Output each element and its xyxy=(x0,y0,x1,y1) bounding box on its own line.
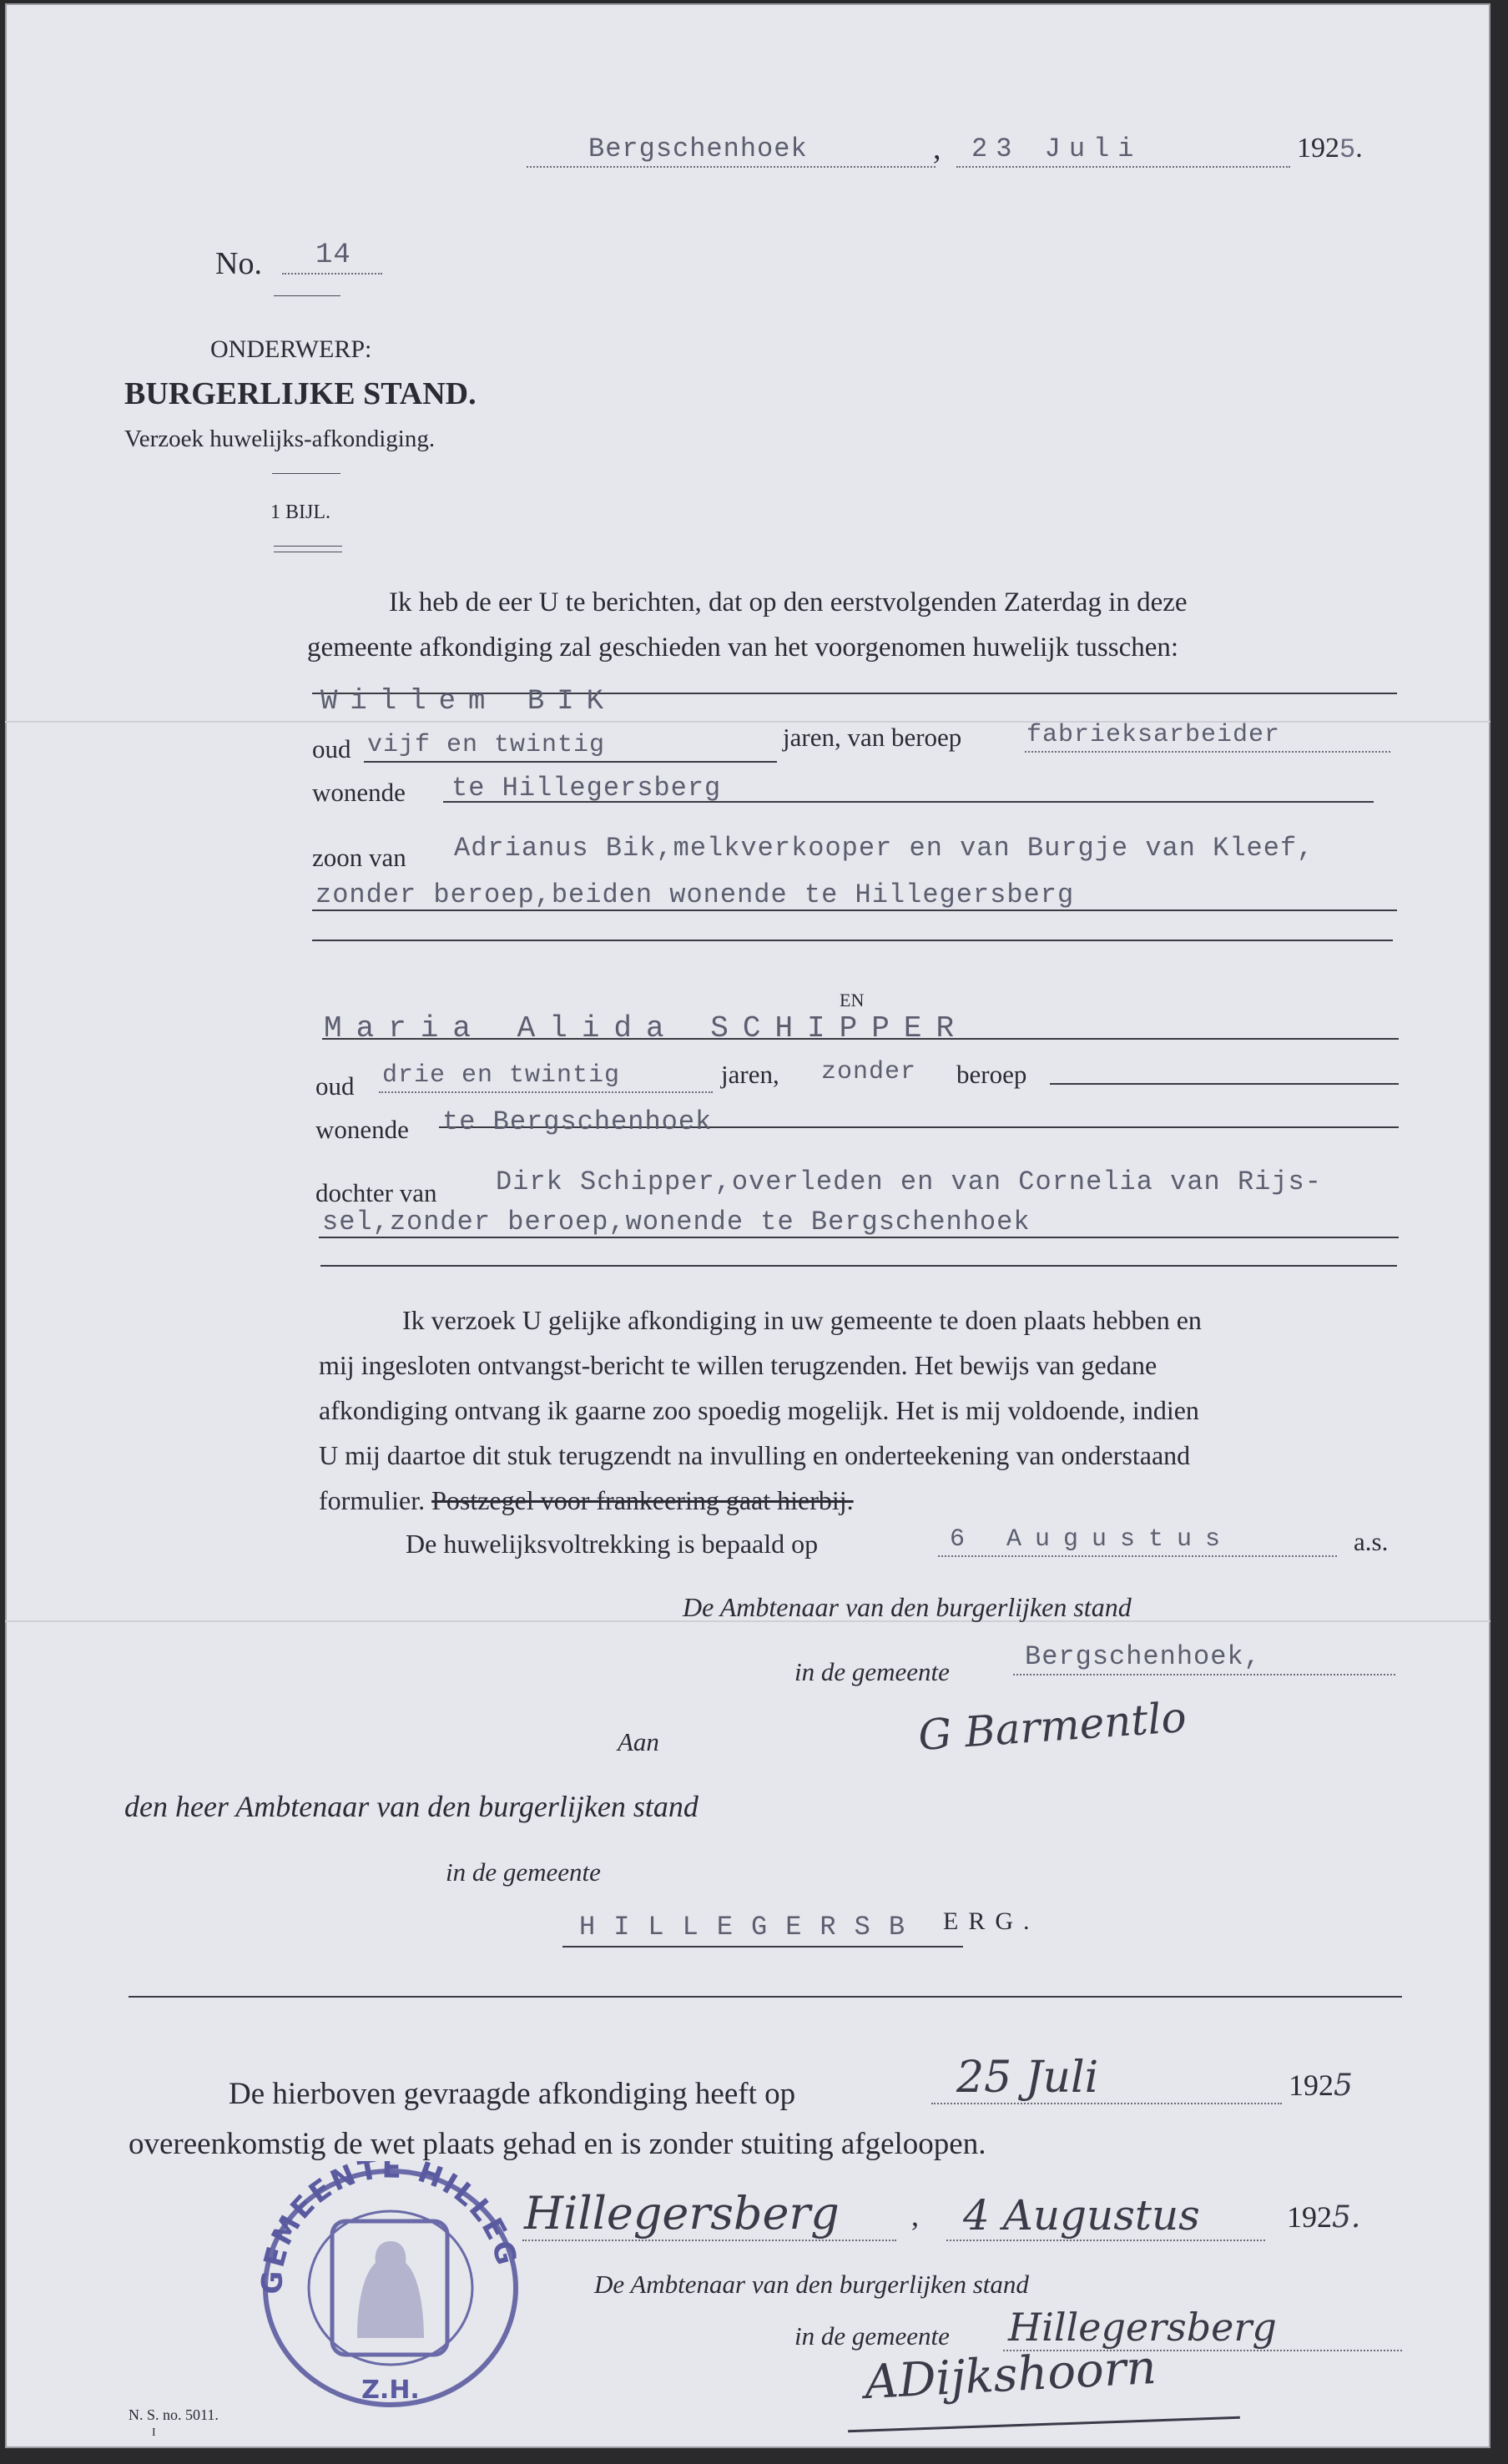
addressee-in-label: in de gemeente xyxy=(446,1857,601,1887)
groom-years-label: jaren, van beroep xyxy=(783,723,962,752)
year-printed: 1925. xyxy=(1297,133,1363,165)
official-signature: G Barmentlo xyxy=(916,1692,1188,1761)
official-municipality-field xyxy=(1013,1640,1395,1675)
enclosure: 1 BIJL. xyxy=(270,501,330,523)
bride-age: drie en twintig xyxy=(382,1061,621,1090)
confirmation-year: 1925 xyxy=(1289,2068,1353,2103)
bride-parents-label: dochter van xyxy=(315,1178,437,1207)
groom-residence: te Hillegersberg xyxy=(451,773,722,804)
number-label: No. xyxy=(215,246,262,281)
wedding-date: 6 Augustus xyxy=(950,1525,1234,1554)
divider xyxy=(274,546,342,547)
official-title: De Ambtenaar van den burgerlijken stand xyxy=(683,1592,1132,1622)
bride-parents-line-1: Dirk Schipper,overleden en van Cornelia van Rijs- xyxy=(496,1166,1322,1197)
intro-line-1: Ik heb de eer U te berichten, dat op den eerstvolgenden Zaterdag in deze xyxy=(389,587,1188,617)
bride-profession: zonder xyxy=(821,1058,917,1086)
groom-profession: fabrieksarbeider xyxy=(1026,721,1281,749)
sign-date: 4 Augustus xyxy=(963,2191,1200,2240)
svg-text:GEMEENTE HILLEGERSBERG: GEMEENTE HILLEG xyxy=(255,2161,524,2295)
form-number: N. S. no. 5011. xyxy=(129,2406,219,2423)
confirmation-official-title: De Ambtenaar van den burgerlijken stand xyxy=(594,2270,1029,2299)
official-in-label: in de gemeente xyxy=(794,1657,950,1686)
intro-line-2: gemeente afkondiging zal geschieden van het voorgenomen huwelijk tusschen: xyxy=(307,632,1179,663)
and-label: EN xyxy=(840,990,865,1010)
number-field xyxy=(282,239,382,275)
groom-name: Willem BIK xyxy=(320,686,617,718)
bride-age-field xyxy=(379,1061,713,1093)
groom-age: vijf en twintig xyxy=(367,731,606,759)
groom-age-label: oud xyxy=(312,734,351,763)
groom-age-field xyxy=(364,731,777,763)
date-field xyxy=(956,133,1290,168)
confirmation-signature: ADijkshoorn xyxy=(863,2340,1158,2411)
comma: , xyxy=(911,2199,919,2232)
groom-parents-line-2: zonder beroep,beiden wonende te Hillegersberg xyxy=(315,879,1075,910)
addressee-municipality-typed: HILLEGERSB xyxy=(579,1912,924,1942)
groom-parents-label: zoon van xyxy=(312,843,406,872)
subject-label: ONDERWERP: xyxy=(210,335,372,363)
addressee-municipality-field xyxy=(562,1909,963,1948)
stamp-seal-icon xyxy=(249,2161,532,2411)
groom-parents-line-1: Adrianus Bik,melkverkooper en van Burgje van Kleef, xyxy=(454,833,1314,864)
section-divider xyxy=(129,1996,1402,1998)
divider xyxy=(274,295,340,296)
confirmation-line-2: overeenkomstig de wet plaats gehad en is zonder stuiting afgeloopen. xyxy=(129,2127,986,2161)
bride-name: Maria Alida SCHIPPER xyxy=(324,1011,969,1046)
bride-blank-line xyxy=(320,1265,1397,1267)
place-value: Bergschenhoek xyxy=(588,134,808,164)
confirmation-in-label: in de gemeente xyxy=(794,2321,950,2351)
groom-blank-line xyxy=(312,940,1393,941)
bride-profession-suffix: beroep xyxy=(956,1060,1027,1089)
number-value: 14 xyxy=(315,239,351,271)
signature-underline xyxy=(848,2416,1240,2432)
bride-years-label: jaren, xyxy=(721,1060,779,1089)
sign-place-field xyxy=(522,2187,896,2241)
municipal-stamp xyxy=(249,2161,532,2411)
addressee-to: Aan xyxy=(618,1727,659,1756)
official-municipality: Bergschenhoek, xyxy=(1025,1641,1261,1672)
form-number-sub: I xyxy=(152,2426,156,2439)
addressee-recipient: den heer Ambtenaar van den burgerlijken stand xyxy=(124,1790,699,1823)
sign-year: 1925. xyxy=(1287,2200,1361,2235)
sign-place: Hillegersberg xyxy=(524,2187,840,2240)
request-line-5-prefix: formulier. xyxy=(319,1485,426,1515)
request-line-4: U mij daartoe dit stuk terugzendt na invulling en onderteekening van onderstaand xyxy=(319,1440,1191,1470)
request-line-3: afkondiging ontvang ik gaarne zoo spoedig mogelijk. Het is mij voldoende, indien xyxy=(319,1395,1199,1425)
confirmation-date-field xyxy=(931,2053,1282,2104)
request-line-1: Ik verzoek U gelijke afkondiging in uw gemeente te doen plaats hebben en xyxy=(402,1305,1202,1335)
comma: , xyxy=(933,131,941,166)
subject-title: BURGERLIJKE STAND. xyxy=(124,376,477,411)
groom-profession-field xyxy=(1025,719,1390,753)
svg-text:Z.H.: Z.H. xyxy=(361,2376,420,2405)
bride-profession-line xyxy=(1050,1083,1399,1085)
bride-parents-line-2: sel,zonder beroep,wonende te Bergschenhoek xyxy=(322,1207,1031,1237)
request-line-2: mij ingesloten ontvangst-bericht te willen terugzenden. Het bewijs van gedane xyxy=(319,1350,1157,1380)
confirmation-line-1: De hierboven gevraagde afkondiging heeft op xyxy=(229,2077,796,2111)
sign-date-field xyxy=(946,2193,1265,2241)
wedding-date-field xyxy=(938,1524,1337,1557)
wedding-suffix: a.s. xyxy=(1354,1527,1389,1556)
place-field xyxy=(527,133,936,168)
confirmation-date: 25 Juli xyxy=(956,2053,1099,2103)
request-line-5 xyxy=(319,1485,854,1516)
confirmation-municipality: Hillegersberg xyxy=(1008,2305,1277,2350)
bride-residence-label: wonende xyxy=(315,1115,409,1144)
addressee-municipality-printed: ERG. xyxy=(943,1907,1040,1935)
subject-subtitle: Verzoek huwelijks-afkondiging. xyxy=(124,426,436,452)
bride-residence: te Bergschenhoek xyxy=(442,1106,713,1137)
wedding-label: De huwelijksvoltrekking is bepaald op xyxy=(406,1529,819,1559)
bride-age-label: oud xyxy=(315,1071,355,1101)
date-value: 23 Juli xyxy=(971,134,1142,164)
groom-residence-label: wonende xyxy=(312,778,406,807)
struck-text: Postzegel voor frankeering gaat hierbij. xyxy=(431,1485,854,1515)
divider xyxy=(272,473,340,474)
document-page xyxy=(5,3,1490,2448)
